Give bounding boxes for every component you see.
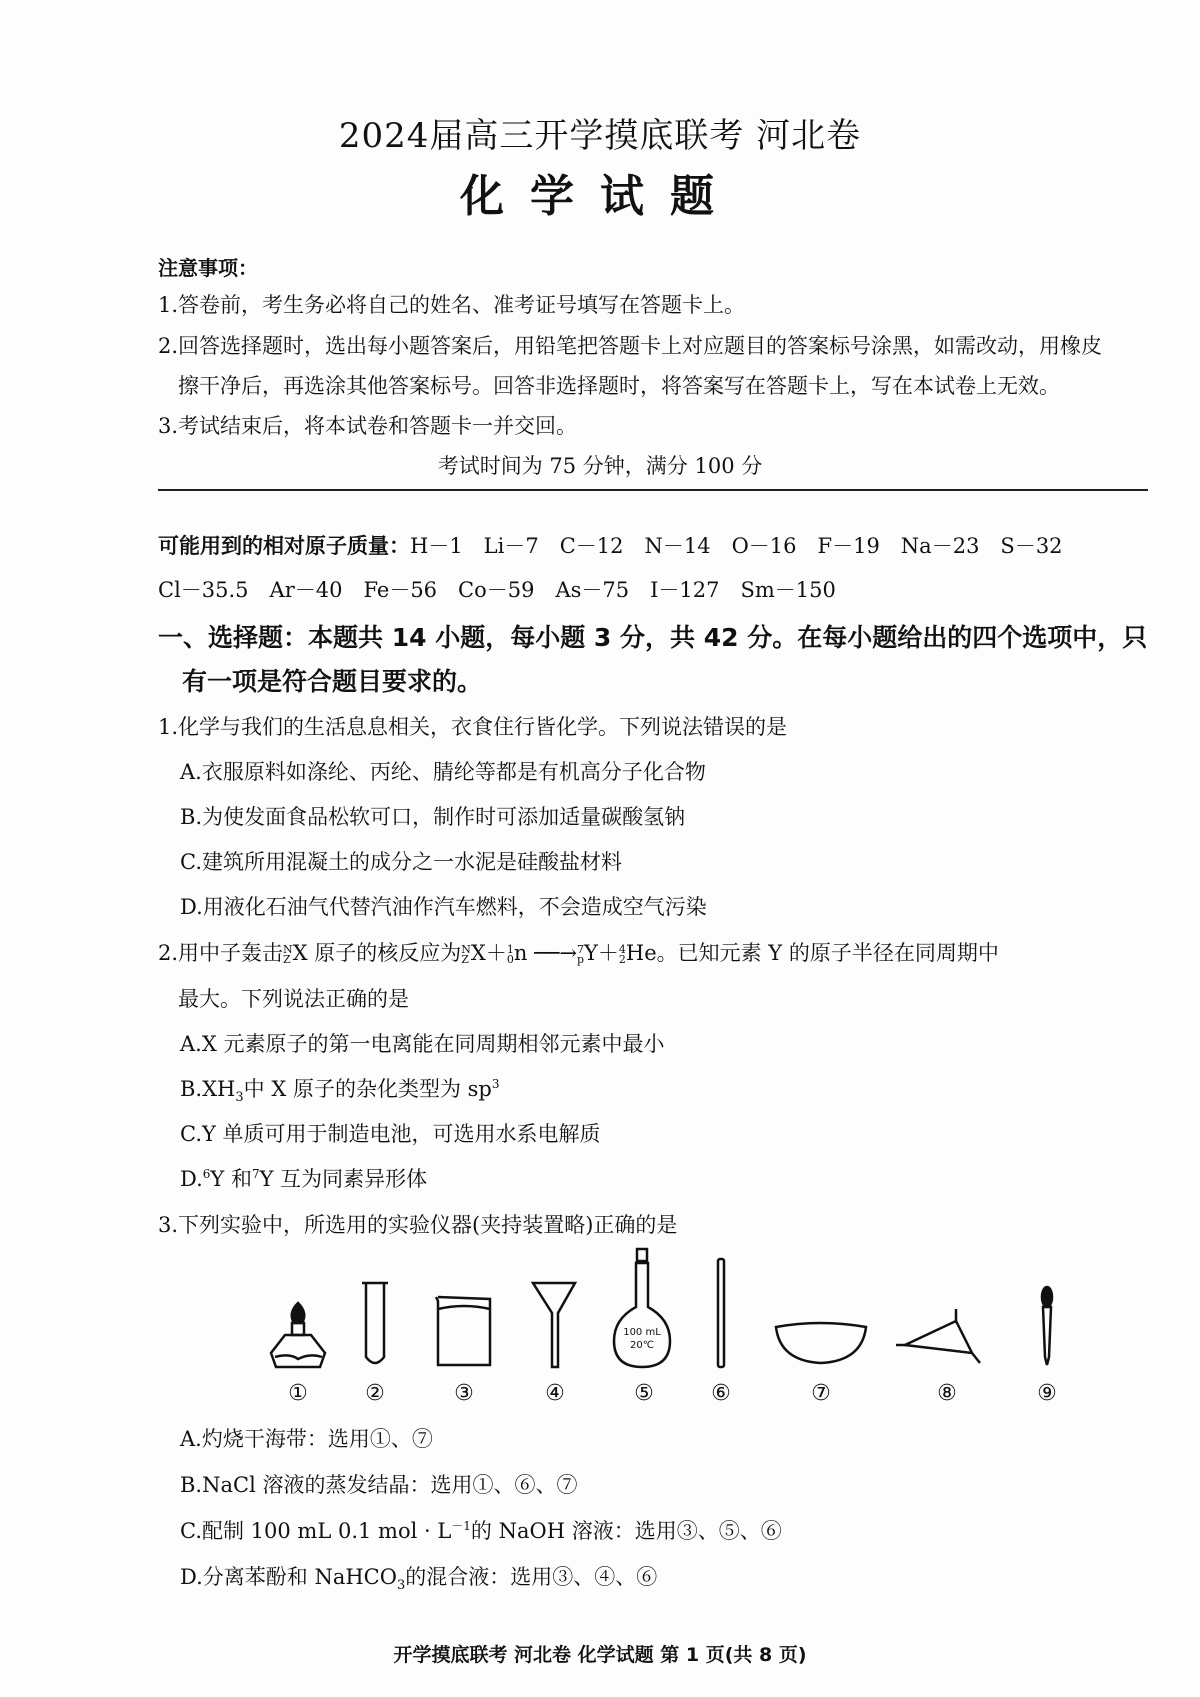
atomic-mass-values-1: H－1 Li－7 C－12 N－14 O－16 F－19 Na－23 S－32 [410, 534, 1063, 558]
notice-item-3: 3.考试结束后，将本试卷和答题卡一并交回。 [158, 414, 578, 438]
notice-item-2: 2.回答选择题时，选出每小题答案后，用铅笔把答题卡上对应题目的答案标号涂黑，如需改动，用橡皮 [158, 334, 1103, 358]
q2-neutron: 1 0 [506, 942, 514, 966]
q3-stem: 3.下列实验中，所选用的实验仪器(夹持装置略)正确的是 [158, 1213, 678, 1237]
q3-option-d: D.分离苯酚和 NaHCO$_3$的混合液：选用③、④、⑥ [180, 1565, 658, 1594]
q2-option-d: D.$^6$Y 和$^7$Y 互为同素异形体 [180, 1167, 428, 1191]
funnel-icon [533, 1283, 575, 1367]
glass-rod-icon [718, 1259, 724, 1367]
notice-item-2-cont: 擦干净后，再选涂其他答案标号。回答非选择题时，将答案写在答题卡上，写在本试卷上无效。 [178, 374, 1060, 398]
q3-option-b: B.NaCl 溶液的蒸发结晶：选用①、⑥、⑦ [180, 1473, 578, 1497]
q2-stem-cont: 最大。下列说法正确的是 [178, 987, 409, 1011]
q2-stem: 2.用中子轰击 N Z X 原子的核反应为 N Z X＋ 1 0 n ──→ 7 p Y＋ 4 2 He。已知元素 Y 的原子半径在同周期中 [158, 941, 999, 966]
divider [158, 489, 1148, 491]
q3-option-a: A.灼烧干海带：选用①、⑦ [180, 1427, 433, 1451]
notice-item-1: 1.答卷前，考生务必将自己的姓名、准考证号填写在答题卡上。 [158, 293, 746, 317]
apparatus-label-4: ④ [545, 1381, 565, 1405]
section-heading: 一、选择题：本题共 14 小题，每小题 3 分，共 42 分。在每小题给出的四个选项中，只 [158, 623, 1148, 652]
q1-option-c: C.建筑所用混凝土的成分之一水泥是硅酸盐材料 [180, 850, 622, 874]
apparatus-label-8: ⑧ [937, 1381, 957, 1405]
atomic-mass-label: 可能用到的相对原子质量： [158, 534, 410, 558]
section-heading-cont: 有一项是符合题目要求的。 [182, 667, 483, 696]
q2-option-a: A.X 元素原子的第一电离能在同周期相邻元素中最小 [180, 1032, 665, 1056]
subject-title: 化学试题 [460, 171, 740, 222]
test-tube-icon [366, 1283, 384, 1363]
page-footer: 开学摸底联考 河北卷 化学试题 第 1 页(共 8 页) [393, 1644, 807, 1666]
notice-heading: 注意事项： [158, 256, 258, 280]
q2-option-b: $B.XH_3$中 X 原子的杂化类型为 $sp^3$ [180, 1077, 500, 1106]
clay-triangle-icon [896, 1309, 980, 1363]
apparatus-label-6: ⑥ [711, 1381, 731, 1405]
apparatus-label-2: ② [365, 1381, 385, 1405]
dropper-icon [1042, 1287, 1052, 1365]
apparatus-figure [0, 1245, 1200, 1405]
flask-label-temp: 20℃ [630, 1340, 654, 1351]
q3-option-c: C.配制 100 mL 0.1 mol · $L^{-1}$的 NaOH 溶液：选用③、⑤、⑥ [180, 1519, 782, 1543]
atomic-mass-row-1 [158, 530, 1063, 560]
apparatus-label-9: ⑨ [1037, 1381, 1057, 1405]
q2-option-c: C.Y 单质可用于制造电池，可选用水系电解质 [180, 1122, 601, 1146]
apparatus-label-5: ⑤ [634, 1381, 654, 1405]
atomic-mass-row-2: Cl－35.5 Ar－40 Fe－56 Co－59 As－75 I－127 Sm－150 [158, 578, 836, 602]
apparatus-label-1: ① [288, 1381, 308, 1405]
apparatus-label-7: ⑦ [811, 1381, 831, 1405]
q2-helium: 4 2 [618, 942, 626, 966]
exam-time: 考试时间为 75 分钟，满分 100 分 [437, 454, 763, 478]
apparatus-label-3: ③ [454, 1381, 474, 1405]
q1-stem: 1.化学与我们的生活息息相关，衣食住行皆化学。下列说法错误的是 [158, 715, 788, 739]
q2-nuclide-y: 7 p [576, 942, 585, 966]
exam-title: 2024届高三开学摸底联考 河北卷 [338, 116, 862, 156]
flask-label-volume: 100 mL [623, 1327, 661, 1338]
q2-stem-text: 2.用中子轰击 [158, 941, 284, 965]
evaporating-dish-icon [776, 1323, 866, 1363]
alcohol-lamp-icon [271, 1303, 325, 1367]
q2-nuclide-2: N Z [461, 942, 471, 966]
q2-nuclide-1: N Z [283, 942, 293, 966]
q1-option-a: A.衣服原料如涤纶、丙纶、腈纶等都是有机高分子化合物 [180, 760, 706, 784]
q1-option-d: D.用液化石油气代替汽油作汽车燃料，不会造成空气污染 [180, 895, 707, 919]
q1-option-b: B.为使发面食品松软可口，制作时可添加适量碳酸氢钠 [180, 805, 686, 829]
